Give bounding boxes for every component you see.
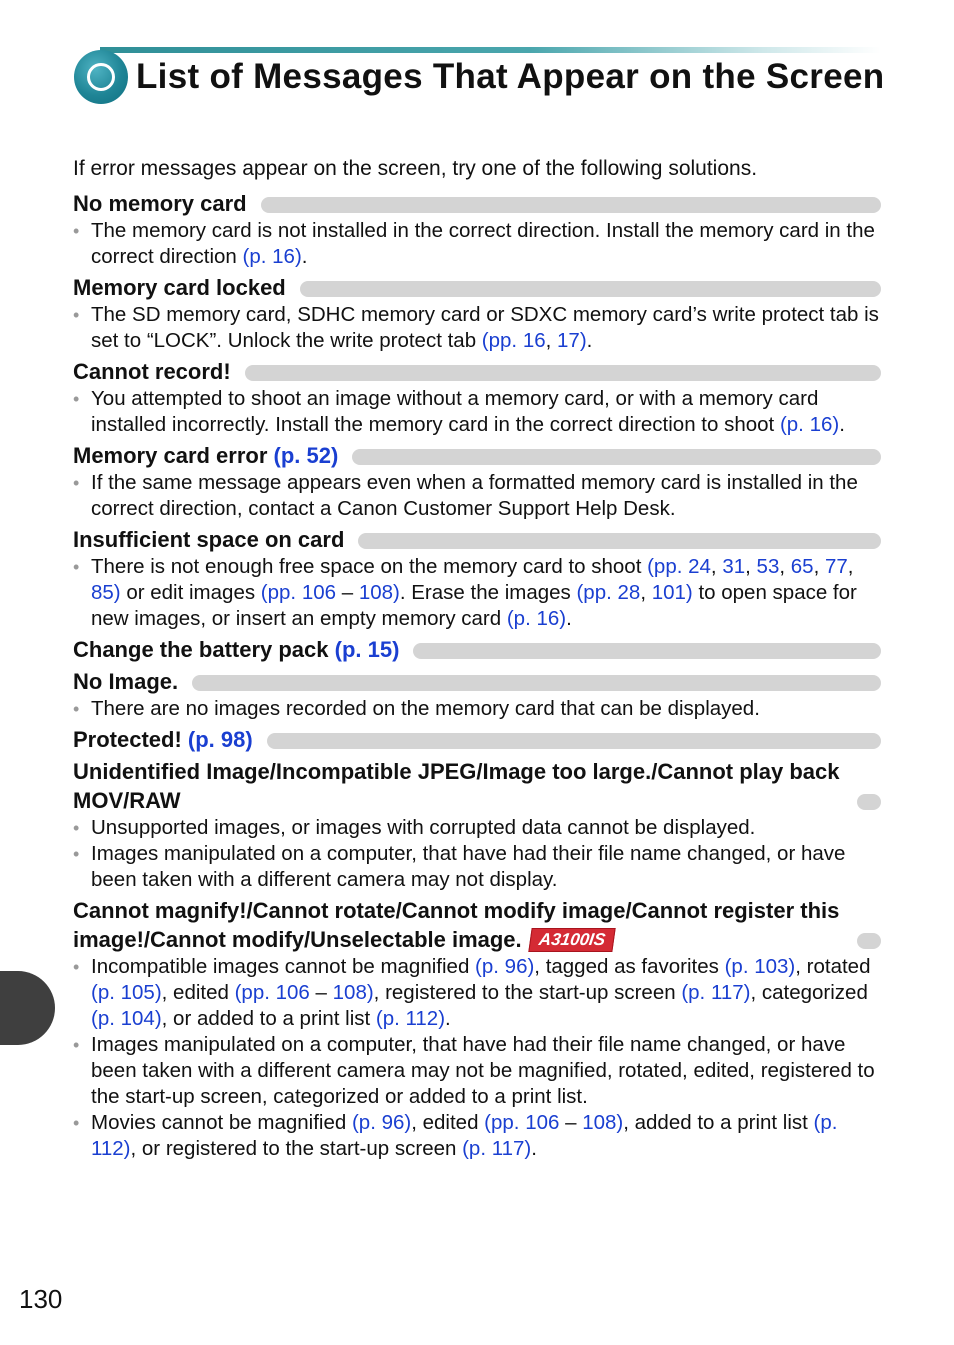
message-heading <box>73 525 881 554</box>
page-reference-link[interactable]: 53 <box>756 555 780 578</box>
page-reference-link[interactable]: (p. 16) <box>242 245 302 268</box>
message-heading-text <box>73 896 843 954</box>
solution-text: . <box>445 1007 451 1030</box>
message-heading-text <box>73 441 338 470</box>
intro-text: If error messages appear on the screen, try one of the following solutions. <box>73 157 758 180</box>
message-heading <box>73 725 881 754</box>
heading-rule <box>857 794 881 810</box>
model-badge: A3100IS <box>528 928 616 952</box>
page-reference-link[interactable]: (p. 96) <box>475 955 535 978</box>
solution-text: , <box>545 329 558 352</box>
solution-text: . <box>531 1137 537 1160</box>
solution-text: , added to a print list <box>623 1111 814 1134</box>
message-title: Protected! <box>73 727 182 752</box>
message-heading <box>73 667 881 696</box>
message-heading-text <box>73 667 178 696</box>
solution-text: , rotated <box>795 955 871 978</box>
solution-text: – <box>336 581 359 604</box>
page-reference-link[interactable]: (p. 52) <box>273 443 339 468</box>
message-heading-text <box>73 189 247 218</box>
solution-list <box>73 554 881 632</box>
message-section <box>73 441 881 522</box>
message-title: Change the battery pack <box>73 637 329 662</box>
page-reference-link[interactable]: (p. 16) <box>506 607 567 630</box>
page-reference-link[interactable]: (p. 112) <box>91 1111 838 1160</box>
chapter-tab <box>0 971 55 1045</box>
solution-item <box>73 218 881 270</box>
message-title: No Image. <box>73 669 179 694</box>
page-number: 130 <box>19 1284 63 1314</box>
page-reference-link[interactable]: (p. 96) <box>351 1111 412 1134</box>
page-reference-link[interactable]: (pp. 106 <box>260 581 337 604</box>
message-heading-text <box>73 273 286 302</box>
solution-item <box>73 696 881 722</box>
message-title: No memory card <box>73 191 247 216</box>
solution-item <box>73 470 881 522</box>
message-section <box>73 757 881 893</box>
solution-text: , registered to the start-up screen <box>373 981 682 1004</box>
solution-text: to open space for new images, or insert an empty memory card <box>91 581 857 630</box>
page-reference-link[interactable]: (pp. 24 <box>647 555 711 578</box>
heading-rule <box>352 449 881 465</box>
solution-item <box>73 554 881 632</box>
solution-text: Unsupported images, or images with corrupted data cannot be displayed. <box>91 816 756 839</box>
message-heading-text <box>73 525 344 554</box>
solution-text: . <box>301 245 308 268</box>
heading-rule <box>358 533 881 549</box>
solution-item <box>73 815 881 841</box>
page-reference-link[interactable]: (p. 98) <box>187 727 253 752</box>
solution-text: – <box>559 1111 583 1134</box>
solution-list <box>73 386 881 438</box>
solution-text: . Erase the images <box>399 581 577 604</box>
message-section <box>73 273 881 354</box>
solution-list <box>73 470 881 522</box>
page-reference-link[interactable]: (p. 15) <box>334 637 400 662</box>
page-reference-link[interactable]: (pp. 106 <box>234 981 310 1004</box>
solution-text: You attempted to shoot an image without a memory card, or with a memory card installed incorrectly. Install the memory card in the correct direction to shoot <box>91 387 819 436</box>
message-section <box>73 357 881 438</box>
page-reference-link[interactable]: (pp. 106 <box>484 1111 560 1134</box>
solution-text: Images manipulated on a computer, that have had their file name changed, or have been taken with a different camera may not display. <box>91 842 846 891</box>
solution-text: , or registered to the start-up screen <box>130 1137 463 1160</box>
message-heading <box>73 189 881 218</box>
page-reference-link[interactable]: (p. 103) <box>724 955 796 978</box>
message-title: Insufficient space on card <box>73 527 345 552</box>
page-reference-link[interactable]: 85) <box>91 581 121 604</box>
message-heading-text <box>73 357 231 386</box>
heading-rule <box>267 733 881 749</box>
solution-text: , <box>710 555 723 578</box>
message-heading-text <box>73 635 399 664</box>
message-title: Cannot record! <box>73 359 231 384</box>
page-reference-link[interactable]: (p. 112) <box>375 1007 446 1030</box>
message-section <box>73 896 881 1162</box>
solution-text: Movies cannot be magnified <box>91 1111 352 1134</box>
message-heading <box>73 635 881 664</box>
solution-item <box>73 841 881 893</box>
message-heading <box>73 896 881 954</box>
solution-text: or edit images <box>120 581 261 604</box>
page-reference-link[interactable]: 108) <box>358 581 400 604</box>
page-reference-link[interactable]: 31 <box>722 555 746 578</box>
message-heading-text <box>73 757 843 815</box>
page-reference-link[interactable]: (p. 104) <box>91 1007 162 1030</box>
message-list <box>73 186 881 1162</box>
page-reference-link[interactable]: 108) <box>582 1111 624 1134</box>
solution-text: . <box>586 329 593 352</box>
solution-text: , <box>640 581 652 604</box>
message-heading <box>73 757 881 815</box>
message-heading <box>73 273 881 302</box>
solution-text: Images manipulated on a computer, that have had their file name changed, or have been taken with a different camera may not be magnified, rotated, edited, registered to the start-up screen, categorized or added to a print list. <box>91 1033 875 1108</box>
solution-list <box>73 815 881 893</box>
page-reference-link[interactable]: 65 <box>790 555 814 578</box>
page-reference-link[interactable]: (p. 117) <box>681 981 751 1004</box>
solution-item <box>73 1032 881 1110</box>
page-reference-link[interactable]: (pp. 28 <box>576 581 641 604</box>
solution-text: There are no images recorded on the memory card that can be displayed. <box>91 697 760 720</box>
page-reference-link[interactable]: (p. 16) <box>779 413 840 436</box>
page-reference-link[interactable]: 108) <box>332 981 374 1004</box>
page-reference-link[interactable]: (pp. 16 <box>481 329 546 352</box>
solution-text: Incompatible images cannot be magnified <box>91 955 476 978</box>
solution-text: The SD memory card, SDHC memory card or SDXC memory card’s write protect tab is set to “LOCK”. Unlock the write protect tab <box>91 303 879 352</box>
solution-text: – <box>309 981 333 1004</box>
message-title: Memory card locked <box>73 275 286 300</box>
solution-text: . <box>566 607 572 630</box>
title-rule <box>100 47 881 53</box>
solution-text: If the same message appears even when a formatted memory card is installed in the correct direction, contact a Canon Customer Support Help Desk. <box>91 471 858 520</box>
solution-list <box>73 218 881 270</box>
solution-text: , edited <box>161 981 235 1004</box>
solution-text: There is not enough free space on the memory card to shoot <box>91 555 648 578</box>
solution-item <box>73 954 881 1032</box>
heading-rule <box>857 933 881 949</box>
message-title: Unidentified Image/Incompatible JPEG/Image too large./Cannot play back MOV/RAW <box>73 759 840 813</box>
message-section <box>73 189 881 270</box>
solution-text: , <box>779 555 791 578</box>
page-reference-link[interactable]: (p. 117) <box>462 1137 532 1160</box>
message-section <box>73 725 881 754</box>
solution-text: , edited <box>411 1111 485 1134</box>
message-section <box>73 525 881 632</box>
page-reference-link[interactable]: 101) <box>651 581 693 604</box>
message-title: Cannot magnify!/Cannot rotate/Cannot modify image/Cannot register this image!/Cannot modify/Unselectable image. <box>73 898 840 952</box>
solution-list <box>73 302 881 354</box>
solution-list <box>73 954 881 1162</box>
solution-text: . <box>839 413 845 436</box>
solution-item <box>73 386 881 438</box>
heading-rule <box>192 675 881 691</box>
page-reference-link[interactable]: 77 <box>824 555 848 578</box>
heading-rule <box>300 281 881 297</box>
solution-text: The memory card is not installed in the correct direction. Install the memory card in the correct direction <box>91 219 875 268</box>
heading-rule <box>413 643 881 659</box>
message-heading <box>73 357 881 386</box>
message-title: Memory card error <box>73 443 268 468</box>
solution-item <box>73 1110 881 1162</box>
message-heading-text <box>73 725 253 754</box>
solution-text: , <box>745 555 757 578</box>
solution-text: , <box>847 555 854 578</box>
solution-text: , or added to a print list <box>161 1007 376 1030</box>
section-circle-icon <box>74 50 128 104</box>
message-section <box>73 635 881 664</box>
heading-rule <box>245 365 881 381</box>
solution-text: , <box>813 555 825 578</box>
page-title: List of Messages That Appear on the Screen <box>136 57 885 96</box>
solution-text: , categorized <box>750 981 868 1004</box>
solution-list <box>73 696 881 722</box>
heading-rule <box>261 197 881 213</box>
page-reference-link[interactable]: (p. 105) <box>91 981 162 1004</box>
message-heading <box>73 441 881 470</box>
message-section <box>73 667 881 722</box>
solution-text: , tagged as favorites <box>534 955 725 978</box>
solution-item <box>73 302 881 354</box>
page-reference-link[interactable]: 17) <box>557 329 587 352</box>
